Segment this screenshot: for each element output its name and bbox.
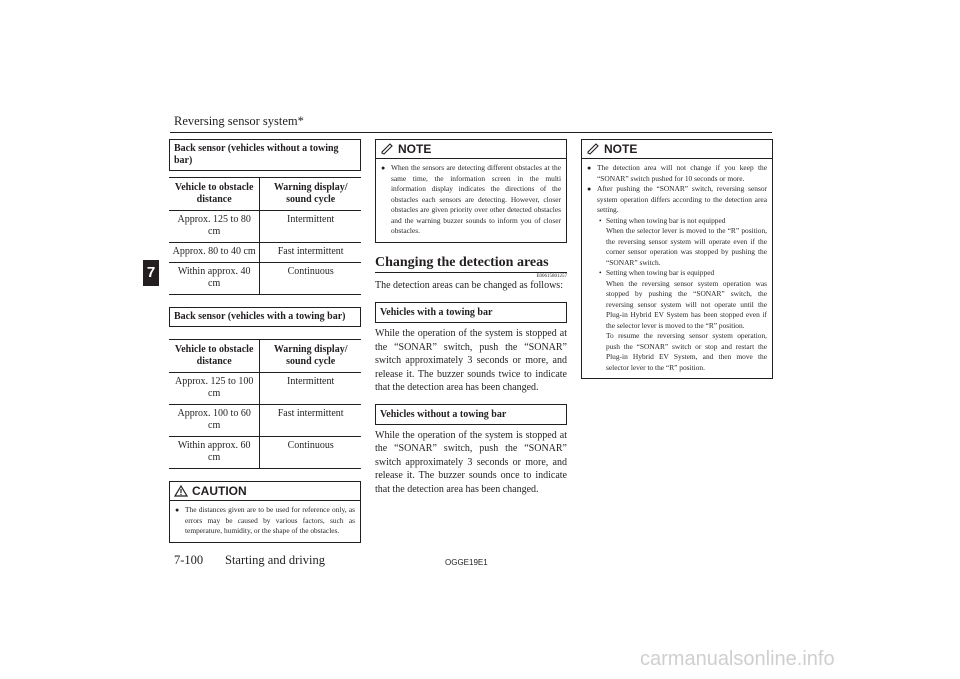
table-row xyxy=(169,211,361,243)
cell-distance: Within approx. 60 cm xyxy=(169,437,260,469)
sub-bullet-title: Setting when towing bar is not equipped xyxy=(606,215,726,225)
watermark: carmanualsonline.info xyxy=(640,648,835,670)
chapter-tab: 7 xyxy=(143,260,159,286)
cell-warning: Fast intermittent xyxy=(260,243,361,263)
table-without-bar xyxy=(169,177,361,295)
note-label: NOTE xyxy=(398,142,432,156)
caution-header xyxy=(170,482,360,501)
section-heading-with-bar: Back sensor (vehicles with a towing bar) xyxy=(169,307,361,327)
sub-bullet xyxy=(587,268,767,279)
subsection-text-with-bar: While the operation of the system is stopped at the “SONAR” switch, push the “SONAR” switch approximately 3 seconds or more, and release it. The buzzer sounds twice to indicate that the detection area has been changed. xyxy=(375,328,567,393)
cell-distance: Approx. 125 to 80 cm xyxy=(169,211,260,243)
note-text: The detection area will not change if you keep the “SONAR” switch pushed for 10 seconds or more. xyxy=(597,163,767,183)
table-row xyxy=(169,437,361,469)
cell-warning: Intermittent xyxy=(260,373,361,405)
table-row xyxy=(169,373,361,405)
column-header-warning: Warning display/ sound cycle xyxy=(260,178,361,211)
bullet-icon: ● xyxy=(381,164,386,172)
note-text: After pushing the “SONAR” switch, reversing sensor system operation differs according to the detection area setting. xyxy=(597,184,767,214)
section-code: E00615801257 xyxy=(536,273,567,279)
sub-bullet-text: When the reversing sensor system operation was stopped by pushing the “SONAR” switch, the reversing sensor system will not operate until the Plug-in Hybrid EV System has been stopped even if the selector lever is moved to the “R” position. xyxy=(606,278,767,330)
note-label: NOTE xyxy=(604,142,638,156)
cell-distance: Approx. 80 to 40 cm xyxy=(169,243,260,263)
sub-bullet-icon: • xyxy=(599,215,602,225)
table-row xyxy=(169,405,361,437)
section-title: Changing the detection areas xyxy=(375,255,567,273)
header-rule xyxy=(170,132,772,133)
subsection-heading-with-bar: Vehicles with a towing bar xyxy=(375,302,567,323)
sub-bullet xyxy=(587,216,767,227)
note-box xyxy=(581,139,773,379)
note-bullet xyxy=(381,163,561,237)
column-header-distance: Vehicle to obstacle distance xyxy=(169,178,260,211)
subsection-heading-without-bar: Vehicles without a towing bar xyxy=(375,404,567,425)
cell-warning: Continuous xyxy=(260,263,361,295)
cell-warning: Intermittent xyxy=(260,211,361,243)
section-heading-without-bar: Back sensor (vehicles without a towing bar) xyxy=(169,139,361,171)
sub-bullet-icon: • xyxy=(599,268,602,277)
caution-text: The distances given are to be used for reference only, as errors may be caused by various factors, such as temperature, humidity, or the shape of the obstacles. xyxy=(185,505,355,535)
table-row xyxy=(169,263,361,295)
section-intro: The detection areas can be changed as follows: xyxy=(375,279,563,291)
column-header-warning: Warning display/ sound cycle xyxy=(260,340,361,373)
footer-code: OGGE19E1 xyxy=(445,558,488,567)
cell-distance: Within approx. 40 cm xyxy=(169,263,260,295)
column-right xyxy=(581,139,773,379)
warning-triangle-icon xyxy=(174,485,188,497)
bullet-icon: ● xyxy=(587,185,592,193)
bullet-icon: ● xyxy=(587,164,592,172)
note-box xyxy=(375,139,567,243)
note-text: When the sensors are detecting different obstacles at the same time, the information screen in the multi information display indicates the directions of the obstacles each sensors are detecting. However, closer obstacles are given priority over other detected obstacles and the warning buzzer sounds to inform you of closer obstacles. xyxy=(391,163,561,235)
note-bullet xyxy=(587,184,767,216)
running-header: Reversing sensor system* xyxy=(174,114,304,128)
cell-distance: Approx. 100 to 60 cm xyxy=(169,405,260,437)
column-left xyxy=(169,139,361,543)
cell-warning: Fast intermittent xyxy=(260,405,361,437)
note-bullet xyxy=(587,163,767,184)
note-header xyxy=(582,140,772,159)
subsection-text-without-bar: While the operation of the system is stopped at the “SONAR” switch, push the “SONAR” switch approximately 3 seconds or more, and release it. The buzzer sounds once to indicate that the detection area has been changed. xyxy=(375,429,567,495)
sub-bullet-text: To resume the reversing sensor system operation, push the “SONAR” switch or stop and restart the Plug-in Hybrid EV System, and then move the selector lever to the “R” position. xyxy=(606,331,767,372)
page-number: 7-100 xyxy=(174,553,204,567)
caution-bullet xyxy=(175,505,355,537)
cell-distance: Approx. 125 to 100 cm xyxy=(169,373,260,405)
note-pencil-icon xyxy=(380,143,394,155)
sub-bullet-title: Setting when towing bar is equipped xyxy=(606,268,715,277)
cell-warning: Continuous xyxy=(260,437,361,469)
caution-box xyxy=(169,481,361,543)
note-pencil-icon xyxy=(586,143,600,155)
footer-chapter: Starting and driving xyxy=(225,553,325,567)
column-middle xyxy=(375,139,567,496)
bullet-icon: ● xyxy=(175,506,180,514)
column-header-distance: Vehicle to obstacle distance xyxy=(169,340,260,373)
caution-label: CAUTION xyxy=(192,484,247,498)
sub-bullet-text: When the selector lever is moved to the “R” position, the reversing sensor system will operate even if the corner sensor operation was stopped by pushing the “SONAR” switch. xyxy=(606,226,767,267)
table-with-bar xyxy=(169,339,361,469)
table-row xyxy=(169,243,361,263)
note-header xyxy=(376,140,566,159)
